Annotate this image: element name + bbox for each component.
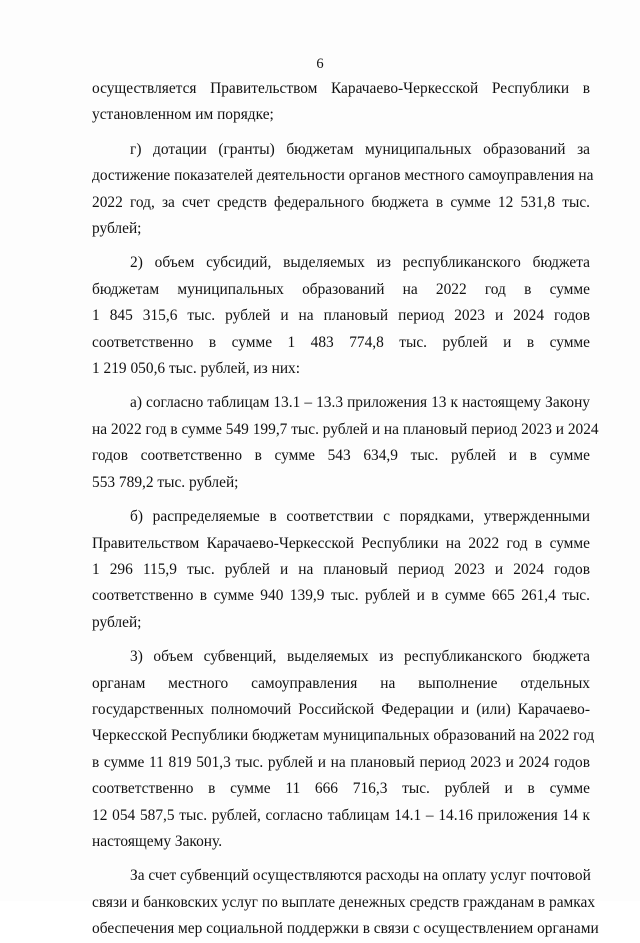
paragraph	[92, 504, 590, 636]
text-line: 2) объем субсидий, выделяемых из республиканского бюджета	[130, 254, 590, 272]
text-line: 3) объем субвенций, выделяемых из республиканского бюджета	[130, 648, 590, 666]
text-line: достижение показателей деятельности органов местного самоуправления на	[92, 167, 594, 185]
text-line: установленном им порядке;	[92, 106, 274, 124]
paragraph	[92, 137, 594, 243]
text-line: 12 054 587,5 тыс. рублей, согласно таблицам 14.1 – 14.16 приложения 14 к	[92, 806, 590, 824]
text-line: Черкесской Республики бюджетам муниципальных образований на 2022 год	[92, 727, 595, 745]
text-line: г) дотации (гранты) бюджетам муниципальных образований за	[130, 140, 590, 158]
paragraph	[92, 644, 595, 855]
text-line: на 2022 год в сумме 549 199,7 тыс. рублей и на плановый период 2023 и 2024	[92, 420, 599, 438]
text-line: годов соответственно в сумме 543 634,9 тыс. рублей и в сумме	[92, 447, 590, 465]
text-line: настоящему Закону.	[92, 832, 223, 850]
text-line: 1 845 315,6 тыс. рублей и на плановый период 2023 и 2024 годов	[92, 307, 590, 325]
text-line: связи и банковских услуг по выплате денежных средств гражданам в рамках	[92, 893, 596, 911]
text-line: государственных полномочий Российской Федерации и (или) Карачаево-	[92, 700, 590, 718]
paragraph	[92, 863, 599, 942]
text-line: бюджетам муниципальных образований на 2022 год в сумме	[92, 280, 590, 298]
text-line: рублей;	[92, 220, 142, 238]
text-line: соответственно в сумме 940 139,9 тыс. рублей и в сумме 665 261,4 тыс.	[92, 587, 590, 605]
paragraph	[92, 76, 590, 129]
document-body	[92, 76, 599, 943]
text-line: а) согласно таблицам 13.1 – 13.3 приложения 13 к настоящему Закону	[130, 394, 590, 412]
page-number: 6	[316, 56, 324, 72]
text-line: За счет субвенций осуществляются расходы на оплату услуг почтовой	[130, 867, 591, 885]
text-line: 2022 год, за счет средств федерального бюджета в сумме 12 531,8 тыс.	[92, 193, 590, 211]
text-line: осуществляется Правительством Карачаево-Черкесской Республики в	[92, 80, 590, 97]
text-line: 1 296 115,9 тыс. рублей и на плановый период 2023 и 2024 годов	[92, 560, 590, 578]
paragraph	[92, 390, 599, 496]
text-line: соответственно в сумме 11 666 716,3 тыс. рублей и в сумме	[92, 780, 590, 798]
text-line: соответственно в сумме 1 483 774,8 тыс. рублей и в сумме	[92, 333, 590, 351]
text-line: Правительством Карачаево-Черкесской Республики на 2022 год в сумме	[92, 534, 590, 552]
text-line: 1 219 050,6 тыс. рублей, из них:	[92, 360, 301, 378]
text-line: органам местного самоуправления на выполнение отдельных	[92, 674, 590, 692]
text-line: 553 789,2 тыс. рублей;	[92, 473, 239, 491]
text-line: в сумме 11 819 501,3 тыс. рублей и на плановый период 2023 и 2024 годов	[92, 753, 590, 771]
paragraph	[92, 250, 590, 382]
text-line: обеспечения мер социальной поддержки в связи с осуществлением органами	[92, 920, 599, 938]
text-line: б) распределяемые в соответствии с порядками, утвержденными	[130, 508, 590, 526]
text-line: рублей;	[92, 613, 142, 631]
